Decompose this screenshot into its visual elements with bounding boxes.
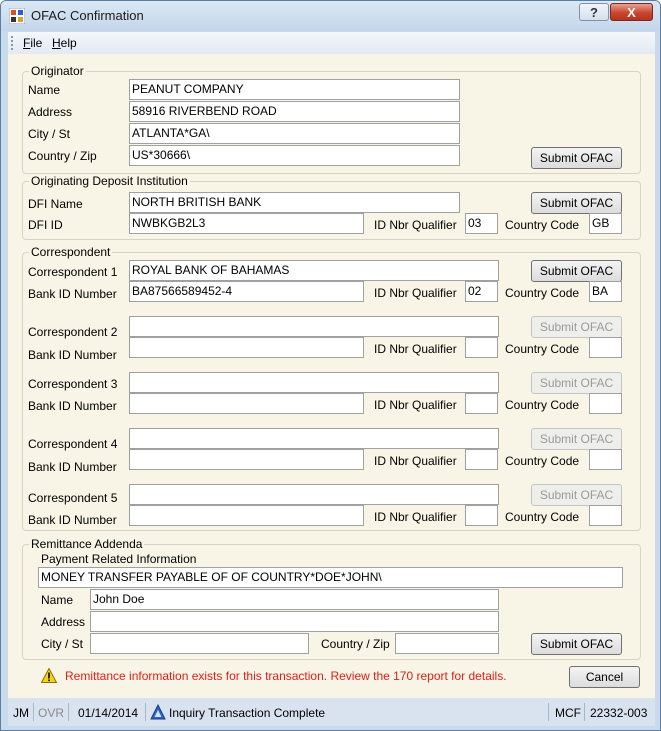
correspondent-country-code-label: Country Code: [505, 510, 580, 524]
correspondent-qualifier-input[interactable]: [465, 505, 498, 526]
app-icon: [9, 8, 25, 24]
correspondent-bank-id-label: Bank ID Number: [28, 513, 117, 527]
originator-address-label: Address: [28, 105, 73, 119]
status-user: JM: [13, 706, 29, 720]
odi-legend: Originating Deposit Institution: [31, 174, 188, 188]
remittance-submit-ofac-button[interactable]: Submit OFAC: [531, 633, 622, 655]
status-separator: [145, 703, 146, 721]
correspondent-bank-id-label: Bank ID Number: [28, 399, 117, 413]
correspondent-label: Correspondent 4: [28, 437, 118, 451]
dfi-name-input[interactable]: NORTH BRITISH BANK: [129, 192, 460, 213]
remittance-warning-message: Remittance information exists for this transaction. Review the 170 report for details.: [65, 669, 507, 683]
status-separator: [548, 703, 549, 721]
originator-name-label: Name: [28, 83, 61, 97]
warning-icon: [41, 668, 57, 683]
menu-grip-icon: [11, 36, 15, 50]
remittance-country-input[interactable]: [395, 633, 499, 654]
correspondent-submit-ofac-button[interactable]: Submit OFAC: [531, 484, 622, 506]
odi-submit-ofac-button[interactable]: Submit OFAC: [531, 192, 622, 214]
correspondent-bank-id-input[interactable]: BA87566589452-4: [129, 281, 364, 302]
status-ovr: OVR: [38, 706, 65, 720]
correspondent-name-input[interactable]: [129, 316, 499, 337]
help-button[interactable]: ?: [579, 3, 609, 21]
remittance-city-input[interactable]: [90, 633, 309, 654]
correspondent-country-code-input[interactable]: [589, 337, 622, 358]
correspondent-country-code-label: Country Code: [505, 454, 580, 468]
originator-country-input[interactable]: US*30666\: [129, 145, 460, 166]
correspondent-bank-id-input[interactable]: [129, 505, 364, 526]
correspondent-qualifier-label: ID Nbr Qualifier: [374, 510, 457, 524]
correspondent-country-code-label: Country Code: [505, 398, 580, 412]
correspondent-qualifier-input[interactable]: [465, 393, 498, 414]
correspondent-bank-id-input[interactable]: [129, 449, 364, 470]
originator-legend: Originator: [31, 64, 84, 78]
originator-city-input[interactable]: ATLANTA*GA\: [129, 123, 460, 144]
correspondent-qualifier-label: ID Nbr Qualifier: [374, 286, 457, 300]
payment-related-info-label: Payment Related Information: [41, 552, 197, 566]
status-date: 01/14/2014: [78, 706, 139, 720]
dfi-id-input[interactable]: NWBKGB2L3: [129, 213, 364, 234]
originator-submit-ofac-button[interactable]: Submit OFAC: [531, 147, 622, 169]
correspondent-label: Correspondent 3: [28, 377, 118, 391]
correspondent-bank-id-input[interactable]: [129, 337, 364, 358]
correspondent-qualifier-input[interactable]: [465, 337, 498, 358]
window-title: OFAC Confirmation: [31, 8, 144, 23]
status-ref: 22332-003: [590, 706, 648, 720]
remittance-city-label: City / St: [41, 637, 84, 651]
remittance-country-label: Country / Zip: [321, 637, 390, 651]
status-separator: [68, 703, 69, 721]
correspondent-qualifier-label: ID Nbr Qualifier: [374, 454, 457, 468]
originator-country-label: Country / Zip: [28, 149, 97, 163]
correspondent-label: Correspondent 1: [28, 265, 118, 279]
odi-qualifier-input[interactable]: 03: [465, 213, 498, 234]
correspondent-qualifier-input[interactable]: [465, 449, 498, 470]
close-button[interactable]: X: [610, 3, 653, 21]
remittance-legend: Remittance Addenda: [31, 537, 143, 551]
correspondent-country-code-label: Country Code: [505, 342, 580, 356]
title-bar[interactable]: [1, 1, 660, 31]
correspondent-country-code-input[interactable]: BA: [589, 281, 622, 302]
odi-qualifier-label: ID Nbr Qualifier: [374, 218, 457, 232]
correspondent-qualifier-input[interactable]: 02: [465, 281, 498, 302]
menu-file[interactable]: File: [23, 36, 43, 50]
correspondent-label: Correspondent 5: [28, 491, 118, 505]
status-bar: [8, 698, 655, 726]
correspondent-legend: Correspondent: [31, 245, 111, 259]
odi-country-code-input[interactable]: GB: [589, 213, 622, 234]
cancel-button[interactable]: Cancel: [569, 666, 640, 688]
correspondent-bank-id-label: Bank ID Number: [28, 348, 117, 362]
correspondent-name-input[interactable]: [129, 372, 499, 393]
status-code: MCF: [555, 706, 581, 720]
correspondent-submit-ofac-button[interactable]: Submit OFAC: [531, 428, 622, 450]
correspondent-bank-id-label: Bank ID Number: [28, 287, 117, 301]
status-separator: [33, 703, 34, 721]
correspondent-bank-id-input[interactable]: [129, 393, 364, 414]
correspondent-qualifier-label: ID Nbr Qualifier: [374, 398, 457, 412]
correspondent-name-input[interactable]: [129, 484, 499, 505]
correspondent-qualifier-label: ID Nbr Qualifier: [374, 342, 457, 356]
correspondent-country-code-input[interactable]: [589, 393, 622, 414]
remittance-address-label: Address: [41, 615, 86, 629]
status-separator: [584, 703, 585, 721]
inquiry-status-icon: [150, 704, 166, 720]
odi-country-code-label: Country Code: [505, 218, 580, 232]
remittance-address-input[interactable]: [90, 611, 499, 632]
originator-address-input[interactable]: 58916 RIVERBEND ROAD: [129, 101, 460, 122]
originator-name-input[interactable]: PEANUT COMPANY: [129, 79, 460, 100]
correspondent-label: Correspondent 2: [28, 325, 118, 339]
correspondent-submit-ofac-button[interactable]: Submit OFAC: [531, 372, 622, 394]
dfi-name-label: DFI Name: [28, 197, 83, 211]
remittance-name-label: Name: [41, 593, 74, 607]
correspondent-name-input[interactable]: ROYAL BANK OF BAHAMAS: [129, 260, 499, 281]
dialog-body: [8, 54, 655, 698]
correspondent-country-code-input[interactable]: [589, 505, 622, 526]
payment-related-info-input[interactable]: MONEY TRANSFER PAYABLE OF OF COUNTRY*DOE*JOHN\: [38, 567, 623, 588]
originator-city-label: City / St: [28, 127, 71, 141]
correspondent-country-code-input[interactable]: [589, 449, 622, 470]
menu-bar: [8, 32, 655, 54]
status-message: Inquiry Transaction Complete: [169, 706, 326, 720]
correspondent-name-input[interactable]: [129, 428, 499, 449]
correspondent-country-code-label: Country Code: [505, 286, 580, 300]
dfi-id-label: DFI ID: [28, 218, 63, 232]
correspondent-bank-id-label: Bank ID Number: [28, 460, 117, 474]
menu-help[interactable]: Help: [52, 36, 77, 50]
correspondent-submit-ofac-button[interactable]: Submit OFAC: [531, 260, 622, 282]
correspondent-submit-ofac-button[interactable]: Submit OFAC: [531, 316, 622, 338]
remittance-name-input[interactable]: John Doe: [90, 589, 499, 610]
